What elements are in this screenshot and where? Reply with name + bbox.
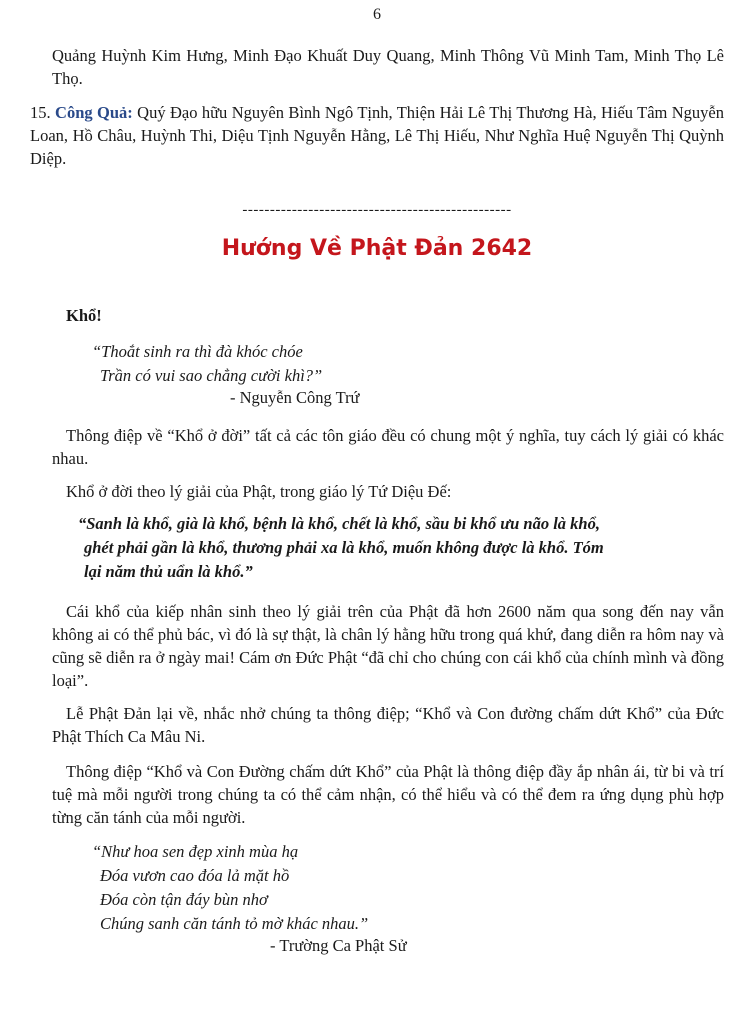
- list-item-label: Công Quả:: [55, 103, 133, 122]
- subheading-kho: Khổ!: [66, 306, 102, 325]
- section-heading: Hướng Về Phật Đản 2642: [221, 236, 533, 261]
- continuation-text: Quảng Huỳnh Kim Hưng, Minh Đạo Khuất Duy Quang, Minh Thông Vũ Minh Tam, Minh Thọ Lê Thọ.: [52, 46, 724, 88]
- list-item-text: Quý Đạo hữu Nguyên Bình Ngô Tịnh, Thiện Hải Lê Thị Thương Hà, Hiếu Tâm Nguyễn Loan, Hồ Châu, Huỳnh Thi, Diệu Tịnh Nguyễn Hằng, Lê Thị Hiếu, Như Nghĩa Huệ Nguyễn Thị Quỳnh Diệp.: [30, 103, 724, 168]
- bold-quote-line: lại năm thủ uẩn là khổ.”: [84, 562, 253, 581]
- poem-line: “Như hoa sen đẹp xinh mùa hạ: [92, 842, 299, 861]
- list-item-15: [30, 101, 724, 170]
- paragraph: Thông điệp về “Khổ ở đời” tất cả các tôn giáo đều có chung một ý nghĩa, tuy cách lý giải có khác nhau.: [52, 426, 724, 468]
- bold-quote-line: ghét phải gần là khổ, thương phải xa là khổ, muốn không được là khổ. Tóm: [84, 538, 604, 557]
- continuation-paragraph: [52, 44, 724, 90]
- paragraph: Khổ ở đời theo lý giải của Phật, trong giáo lý Tứ Diệu Đế:: [66, 482, 452, 501]
- poem-attribution-2: - Trường Ca Phật Sử: [270, 936, 407, 955]
- poem-line: Đóa còn tận đáy bùn nhơ: [100, 890, 268, 909]
- list-item-number: 15.: [30, 103, 51, 122]
- poem-line: Chúng sanh căn tánh tỏ mờ khác nhau.”: [100, 914, 369, 933]
- poem-quote-2: [92, 840, 368, 936]
- poem-quote-1: [92, 340, 322, 388]
- paragraph: Thông điệp “Khổ và Con Đường chấm dứt Khổ” của Phật là thông điệp đầy ắp nhân ái, từ bi và trí tuệ mà mỗi người trong chúng ta có thể cảm nhận, có thể hiểu và có thể đem ra ứng dụng phù hợp từng căn tánh của mỗi người.: [52, 762, 724, 827]
- paragraph: Lễ Phật Đản lại về, nhắc nhở chúng ta thông điệp; “Khổ và Con đường chấm dứt Khổ” của Đức Phật Thích Ca Mâu Ni.: [52, 704, 724, 746]
- section-divider: -------------------------------------------------: [242, 202, 512, 218]
- poem-line: Trần có vui sao chẳng cười khì?”: [100, 366, 323, 385]
- page-number: 6: [373, 6, 381, 23]
- poem-attribution-1: - Nguyễn Công Trứ: [230, 388, 360, 407]
- poem-line: “Thoắt sinh ra thì đà khóc chóe: [92, 342, 303, 361]
- poem-line: Đóa vươn cao đóa lả mặt hồ: [100, 866, 290, 885]
- paragraph: Cái khổ của kiếp nhân sinh theo lý giải trên của Phật đã hơn 2600 năm qua song đến nay vẫn không ai có thể phủ bác, vì đó là sự thật, là chân lý hằng hữu trong quá khứ, đang diễn ra hôm nay và cũng sẽ diễn ra ở ngày mai! Cám ơn Đức Phật “đã chỉ cho chúng con cái khổ của chính mình và đồng loại”.: [52, 602, 724, 690]
- bold-quote: [78, 512, 718, 584]
- bold-quote-line: “Sanh là khổ, già là khổ, bệnh là khổ, chết là khổ, sầu bi khổ ưu não là khổ,: [78, 514, 600, 533]
